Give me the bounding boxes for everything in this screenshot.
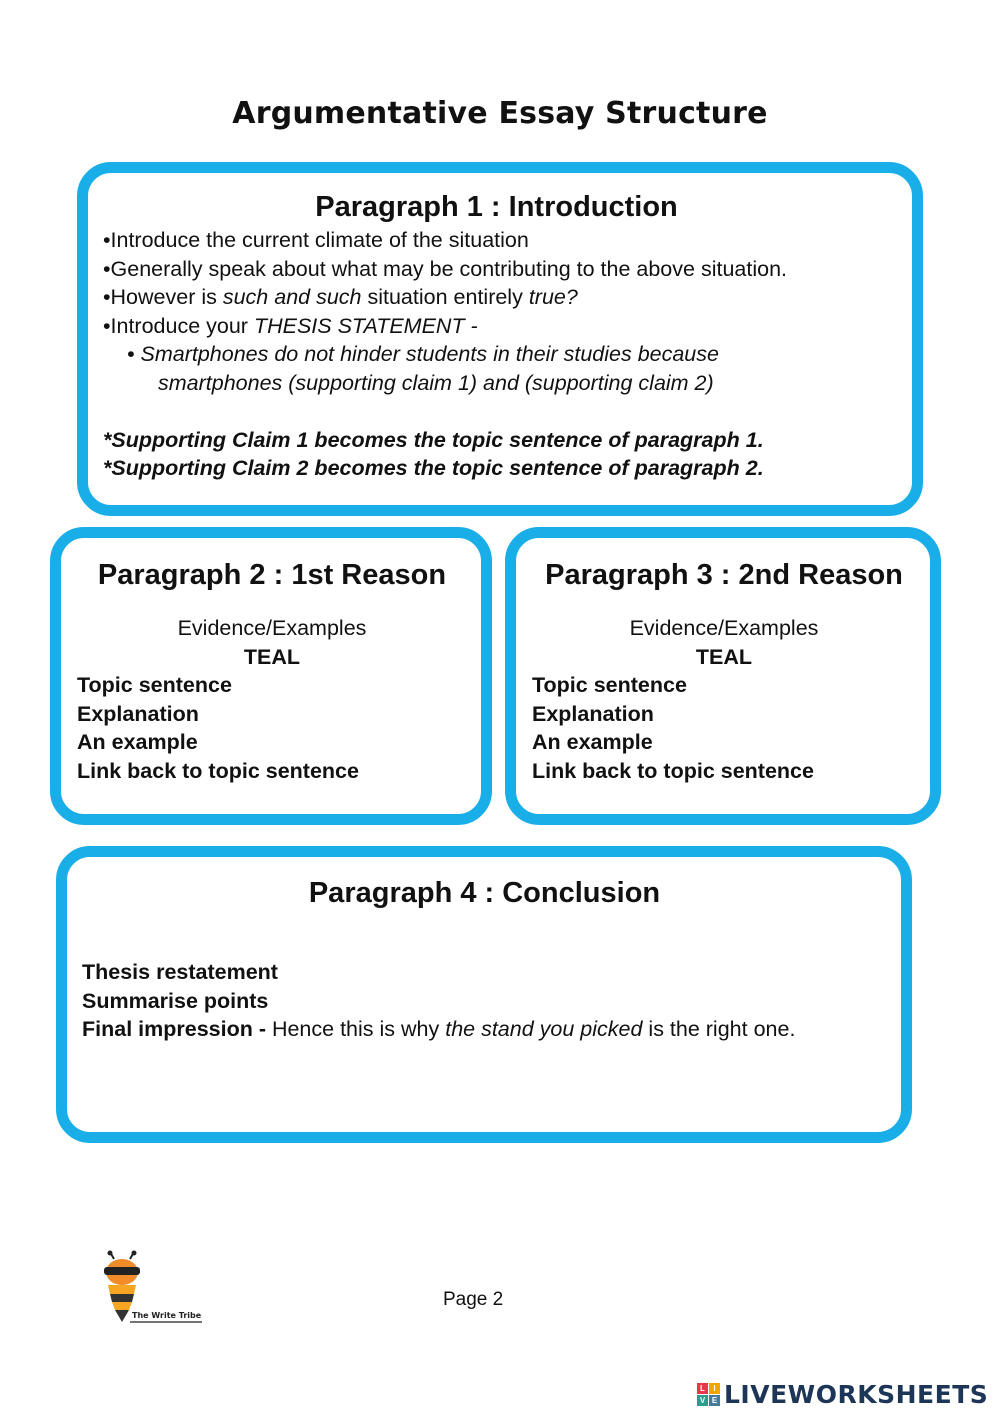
paragraph-2-item: An example [77, 730, 198, 755]
final-impression-label: Final impression - [82, 1017, 272, 1042]
paragraph-2-item: Explanation [77, 701, 199, 726]
page-title: Argumentative Essay Structure [232, 96, 768, 131]
liveworksheets-wordmark: LIVEWORKSHEETS [724, 1379, 989, 1409]
write-tribe-logo [96, 1250, 206, 1330]
thesis-example-line-1: • Smartphones do not hinder students in their studies because [127, 342, 719, 367]
final-impression-end: is the right one. [642, 1017, 796, 1042]
paragraph-1-box [77, 162, 923, 516]
paragraph-3-teal: TEAL [695, 644, 753, 669]
paragraph-4-box [56, 846, 912, 1143]
paragraph-2-item: Topic sentence [77, 673, 232, 698]
bee-logo-icon [96, 1250, 206, 1330]
paragraph-3-evidence: Evidence/Examples [629, 616, 819, 640]
paragraph-2-heading: Paragraph 2 : 1st Reason [97, 559, 447, 591]
paragraph-3-item: An example [532, 730, 653, 755]
thesis-example-line-2: smartphones (supporting claim 1) and (supporting claim 2) [158, 370, 714, 395]
badge-letter: E [709, 1395, 720, 1406]
intro-bullet-3-middle: situation entirely [361, 285, 529, 310]
paragraph-3-item: Explanation [532, 701, 654, 726]
logo-text: The Write Tribe [132, 1311, 202, 1320]
badge-letter: V [697, 1395, 708, 1406]
paragraph-4-heading: Paragraph 4 : Conclusion [308, 877, 661, 909]
intro-bullet-3 [103, 283, 890, 312]
liveworksheets-brand [697, 1377, 988, 1411]
paragraph-3-heading: Paragraph 3 : 2nd Reason [545, 559, 903, 591]
thesis-restatement: Thesis restatement [82, 960, 278, 984]
intro-bullet-1: •Introduce the current climate of the situation [103, 228, 529, 252]
final-impression [82, 1015, 887, 1044]
final-impression-emphasis: the stand you picked [445, 1017, 643, 1042]
thesis-statement-label: THESIS STATEMENT - [253, 313, 478, 338]
page-number: Page 2 [443, 1289, 504, 1310]
paragraph-2-teal: TEAL [243, 644, 301, 669]
paragraph-3-item: Topic sentence [532, 673, 687, 698]
intro-bullet-2: •Generally speak about what may be contributing to the above situation. [103, 256, 788, 281]
paragraph-3-box [505, 527, 941, 825]
intro-bullet-3-true: true? [528, 285, 578, 310]
intro-bullet-4 [103, 312, 890, 341]
paragraph-2-item: Link back to topic sentence [77, 758, 359, 783]
intro-bullet-3-text: •However is [103, 285, 223, 310]
intro-bullet-4-text: •Introduce your [103, 313, 254, 338]
supporting-claim-2-note: *Supporting Claim 2 becomes the topic sentence of paragraph 2. [103, 456, 764, 481]
intro-bullet-3-emphasis: such and such [222, 285, 362, 310]
final-impression-text: Hence this is why [271, 1017, 446, 1042]
liveworksheets-badge-icon [697, 1383, 720, 1406]
paragraph-3-item: Link back to topic sentence [532, 758, 814, 783]
supporting-claim-1-note: *Supporting Claim 1 becomes the topic sentence of paragraph 1. [103, 427, 764, 452]
paragraph-1-heading: Paragraph 1 : Introduction [315, 191, 678, 223]
summarise-points: Summarise points [82, 988, 269, 1013]
paragraph-2-box [50, 527, 492, 825]
badge-letter: I [709, 1383, 720, 1394]
badge-letter: L [697, 1383, 708, 1394]
paragraph-2-evidence: Evidence/Examples [177, 616, 367, 640]
